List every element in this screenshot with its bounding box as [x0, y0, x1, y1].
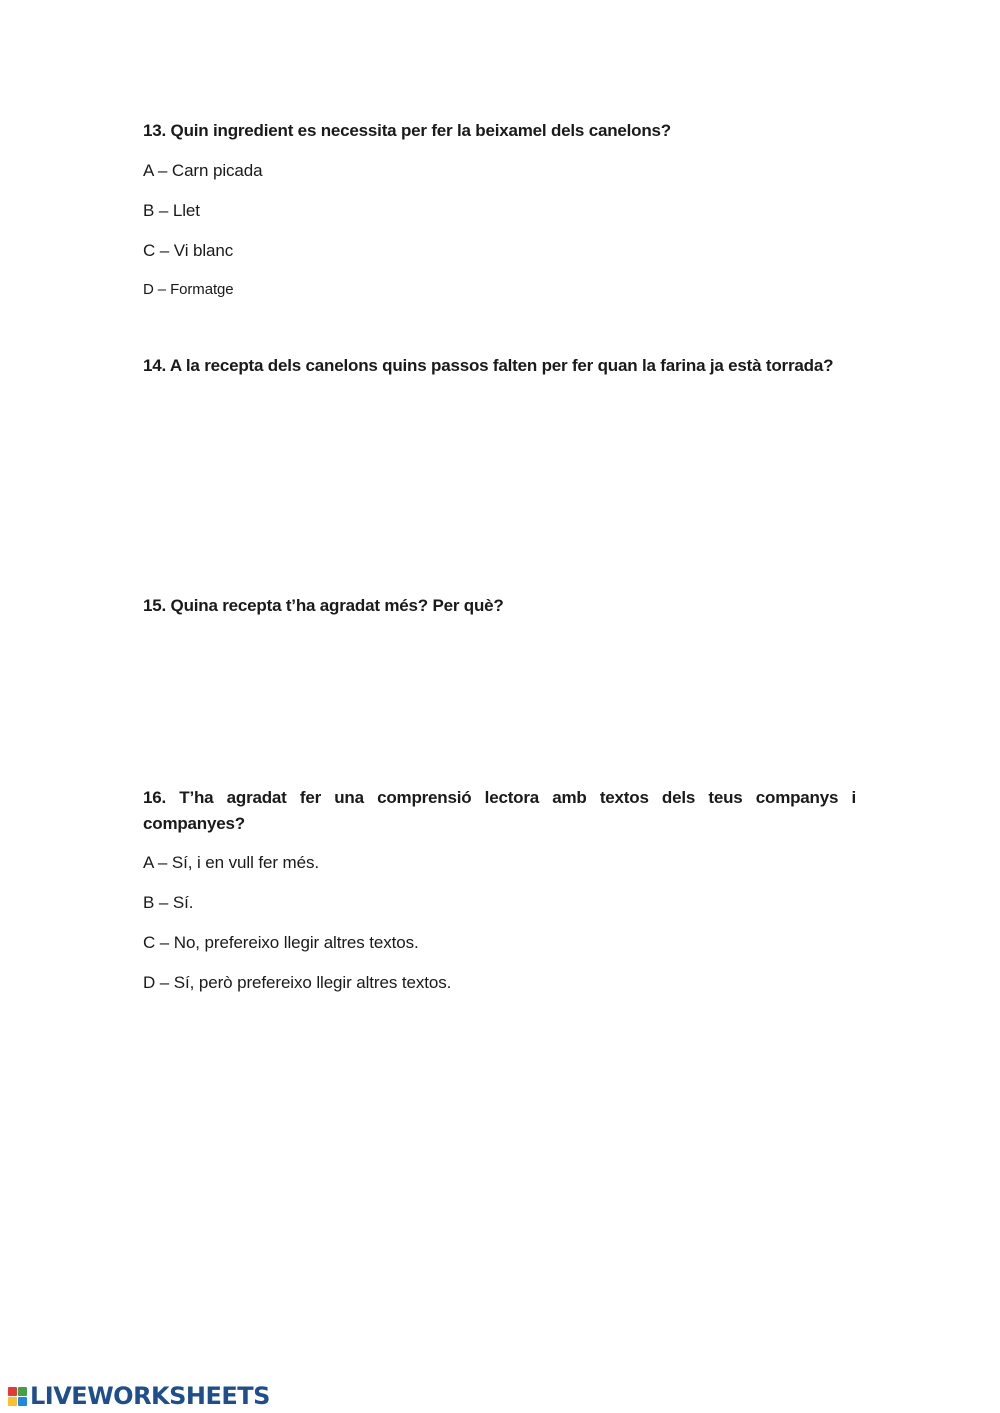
question-13-option-c[interactable]: C – Vi blanc	[143, 241, 234, 260]
question-16-option-d[interactable]: D – Sí, però prefereixo llegir altres textos.	[143, 973, 452, 992]
logo-square-red	[8, 1387, 17, 1396]
question-16-title: 16. T’ha agradat fer una comprensió lectora amb textos dels teus companys i companyes?	[143, 788, 856, 833]
question-16-option-a[interactable]: A – Sí, i en vull fer més.	[143, 853, 319, 872]
question-14-title: 14. A la recepta dels canelons quins passos falten per fer quan la farina ja està torrada?	[143, 356, 834, 375]
logo-square-blue	[18, 1397, 27, 1406]
logo-square-yellow	[8, 1397, 17, 1406]
question-13-option-d[interactable]: D – Formatge	[143, 281, 234, 298]
question-16-option-b[interactable]: B – Sí.	[143, 893, 194, 912]
question-13-title: 13. Quin ingredient es necessita per fer la beixamel dels canelons?	[143, 121, 671, 140]
logo-text: LIVEWORKSHEETS	[30, 1382, 270, 1410]
logo-squares-icon	[8, 1387, 27, 1406]
liveworksheets-logo	[8, 1382, 270, 1410]
question-15-title: 15. Quina recepta t’ha agradat més? Per què?	[143, 596, 504, 615]
question-13-option-a[interactable]: A – Carn picada	[143, 161, 263, 180]
question-13-option-b[interactable]: B – Llet	[143, 201, 200, 220]
question-16-option-c[interactable]: C – No, prefereixo llegir altres textos.	[143, 933, 419, 952]
logo-square-green	[18, 1387, 27, 1396]
